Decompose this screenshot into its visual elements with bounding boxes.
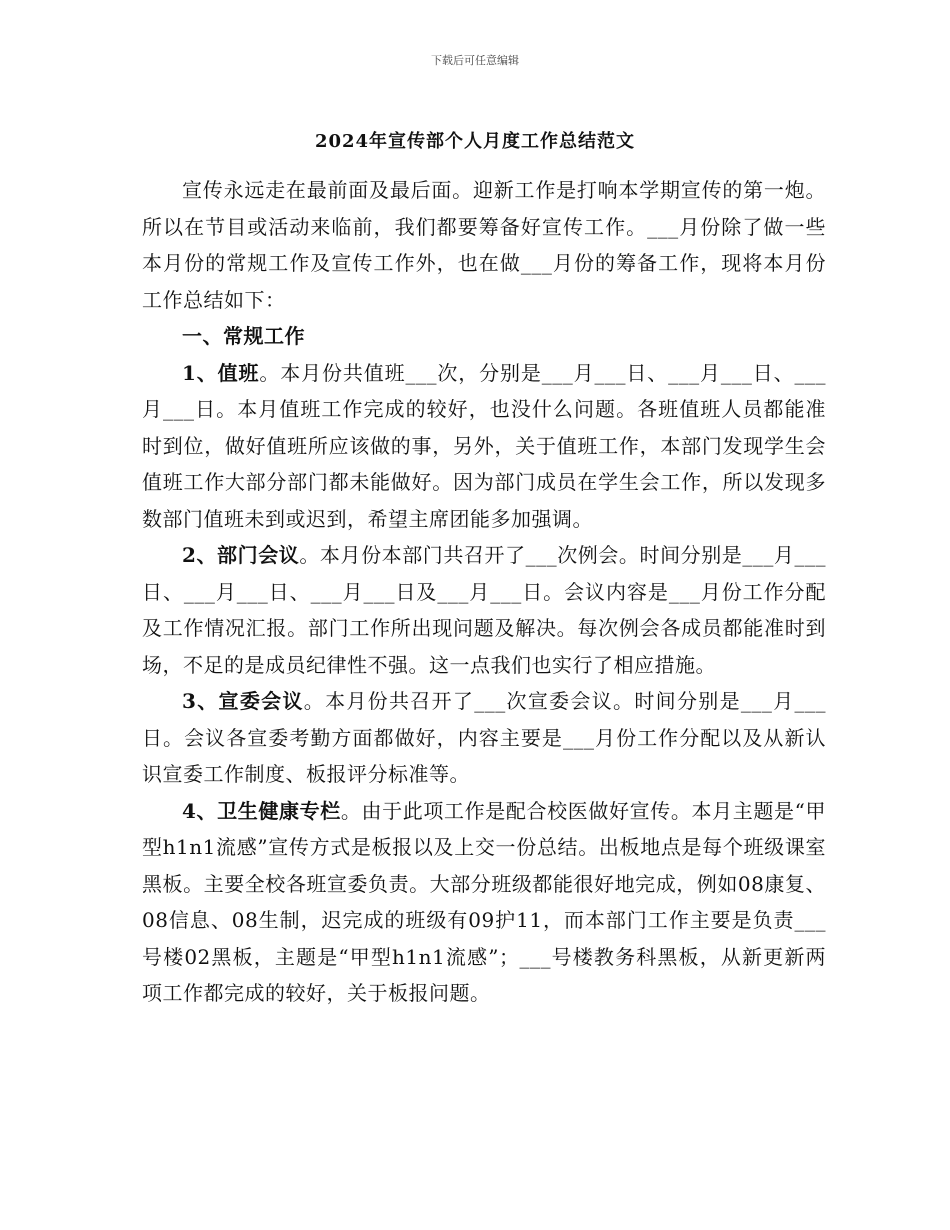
section-heading (142, 318, 826, 355)
item-text: 。由于此项工作是配合校医做好宣传。本月主题是“甲型h1n1流感”宣传方式是板报以及上交一份总结。出板地点是每个班级课室黑板。主要全校各班宣委负责。大部分班级都能很好地完成，例如08康复、08信息、08生制，迟完成的班级有09护11，而本部门工作主要是负责___号楼02黑板，主题是“甲型h1n1流感”；___号楼教务科黑板，从新更新两项工作都完成的较好，关于板报问题。 (142, 798, 826, 1005)
item-text: 。本月份共召开了___次宣委会议。时间分别是___月___日。会议各宣委考勤方面都做好，内容主要是___月份工作分配以及从新认识宣委工作制度、板报评分标准等。 (142, 689, 827, 786)
item-text: 。本月份共值班___次，分别是___月___日、___月___日、___月___日。本月值班工作完成的较好，也没什么问题。各班值班人员都能准时到位，做好值班所应该做的事，另外，关于值班工作，本部门发现学生会值班工作大部分部门都未能做好。因为部门成员在学生会工作，所以发现多数部门值班未到或迟到，希望主席团能多加强调。 (142, 360, 827, 531)
header-note: 下载后可任意编辑 (431, 54, 519, 67)
document-title: 2024年宣传部个人月度工作总结范文 (314, 131, 636, 152)
document-body (142, 172, 826, 1012)
item-paragraph (142, 683, 826, 793)
intro-paragraph: 宣传永远走在最前面及最后面。迎新工作是打响本学期宣传的第一炮。所以在节目或活动来临前，我们都要筹备好宣传工作。___月份除了做一些本月份的常规工作及宣传工作外，也在做___月份的筹备工作，现将本月份工作总结如下： (142, 178, 826, 312)
item-label: 1、值班 (182, 360, 260, 385)
item-label: 4、卫生健康专栏 (182, 798, 341, 823)
item-label: 3、宣委会议 (182, 689, 304, 713)
item-text: 。本月份本部门共召开了___次例会。时间分别是___月___日、___月___日、___月___日及___月___日。会议内容是___月份工作分配及工作情况汇报。部门工作所出现问题及解决。每次例会各成员都能准时到场，不足的是成员纪律性不强。这一点我们也实行了相应措施。 (142, 543, 827, 677)
section-heading-text: 一、常规工作 (182, 324, 305, 348)
item-paragraph (142, 355, 826, 538)
item-label: 2、部门会议 (182, 543, 300, 567)
item-paragraph (142, 537, 826, 683)
item-paragraph (142, 793, 826, 1012)
